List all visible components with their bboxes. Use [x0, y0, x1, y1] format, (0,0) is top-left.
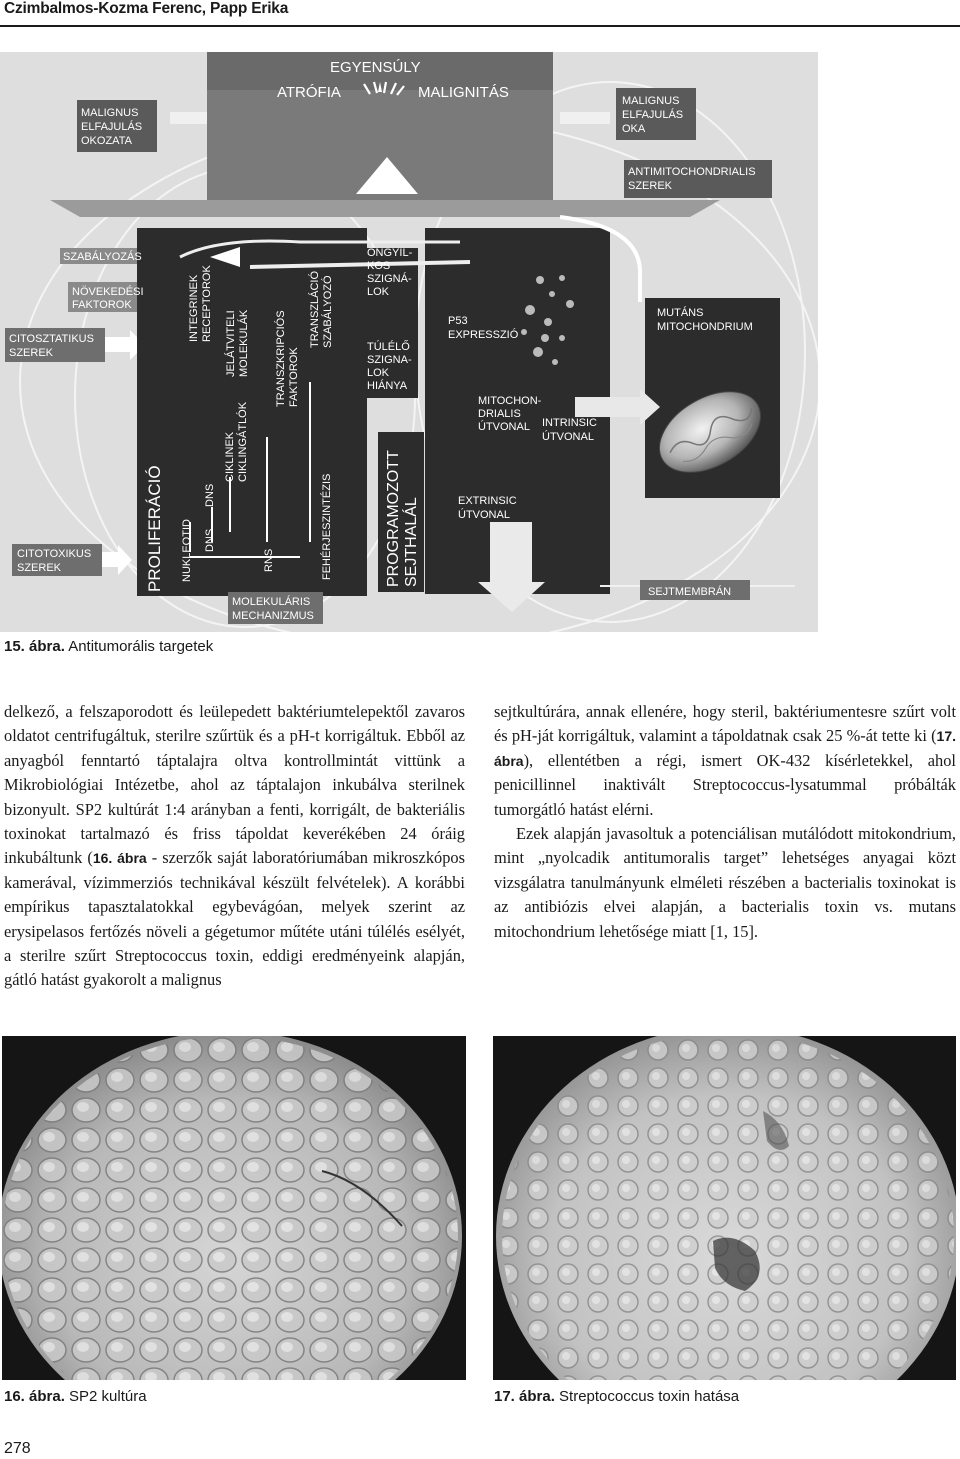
- figure-15-diagram: [0, 52, 818, 632]
- label-dns-1: DNS: [204, 528, 216, 552]
- label-szabalyozas: SZABÁLYOZÁS: [63, 251, 142, 263]
- label-malignus-oka-3: OKA: [622, 123, 646, 135]
- header-rule: [0, 25, 960, 27]
- figure-16-caption: [4, 1388, 147, 1405]
- label-transzlacio-1: TRANSZLÁCIÓ: [309, 270, 321, 348]
- label-rns: RNS: [263, 548, 275, 572]
- label-jelatviteli-2: MOLEKULÁK: [238, 309, 250, 377]
- label-antimito-2: SZEREK: [628, 180, 673, 192]
- label-malignus-okozata-1: MALIGNUS: [81, 107, 139, 119]
- label-p53-2: EXPRESSZIÓ: [448, 329, 519, 341]
- right-text-part-1b: ), ellentétben a régi, ismert OK-432 kísérletekkel, ahol penicillinnel inaktivált Streptococcus-lysatummal próbálták tumorgátló hatást elérni.: [494, 750, 956, 819]
- label-ongyilkos-1: ÖNGYIL-: [367, 247, 413, 259]
- page-number: 278: [4, 1440, 31, 1457]
- label-mitochondrialis-2: DRIALIS: [478, 408, 521, 420]
- label-transzkripcios-1: TRANSZKRIPCIÓS: [275, 310, 287, 407]
- label-integrinek-2: RECEPTOROK: [201, 265, 213, 342]
- label-molekularis-2: MECHANIZMUS: [232, 610, 314, 622]
- figure-16-micrograph: [2, 1036, 466, 1380]
- right-text-part-1a: sejtkultúrára, annak ellenére, hogy steril, baktériumentesre szűrt volt és pH-ját korrigáltuk, valamint a tápoldatnak csak 25 %-át tette ki (: [494, 702, 956, 746]
- label-mutans-1: MUTÁNS: [657, 307, 704, 319]
- label-proliferacio: PROLIFERÁCIÓ: [145, 465, 164, 592]
- left-text-part-2: - szerzők saját laboratóriumában mikroszkópos kamerával, vízimmerziós technikával készült felvételek). A korábbi empírikus tapasztalatokkal egybevágóan, melyek szerint az erysipelasos fertőzés növeli a gégetumor műtéte utáni túlélés esélyét, a sterilre szűrt Streptococcus toxin, eddigi eredményeink alapján, gátló hatást gyakorolt a malignus: [4, 848, 465, 990]
- label-malignus-okozata-2: ELFAJULÁS: [81, 121, 143, 133]
- label-p53-1: P53: [448, 315, 468, 327]
- label-ongyilkos-4: LOK: [367, 286, 390, 298]
- label-transzlacio-2: SZABÁLYOZÓ: [322, 275, 334, 348]
- label-novekedesi-1: NÖVEKEDÉSI: [72, 286, 144, 298]
- left-column-text: [4, 700, 465, 993]
- label-intrinsic-1: INTRINSIC: [542, 417, 597, 429]
- label-mutans-2: MITOCHONDRIUM: [657, 321, 753, 333]
- figure-16-caption-text: SP2 kultúra: [64, 1388, 147, 1405]
- label-programozott-2: SEJTHALÁL: [403, 497, 420, 587]
- figure-17-micrograph: [493, 1036, 956, 1380]
- running-header-authors: Czimbalmos-Kozma Ferenc, Papp Erika: [4, 0, 289, 17]
- label-citotoxikus-1: CITOTOXIKUS: [17, 548, 92, 560]
- figure-17-caption-text: Streptococcus toxin hatása: [554, 1388, 740, 1405]
- figure-15-caption-text: Antitumorális targetek: [64, 638, 214, 655]
- label-sejtmembran: SEJTMEMBRÁN: [648, 586, 732, 598]
- label-dns-2: DNS: [204, 483, 216, 507]
- label-citotoxikus-2: SZEREK: [17, 562, 62, 574]
- label-intrinsic-2: ÚTVONAL: [542, 431, 594, 443]
- label-nukleotid: NUKLEOTID: [181, 519, 193, 582]
- label-citosztatikus-2: SZEREK: [9, 347, 54, 359]
- right-text-paragraph-2: Ezek alapján javasoltuk a potenciálisan mutálódott mitokondrium, mint „nyolcadik antitumoralis target” lehetséges anyagai közt vizsgálatra tanulmányunk elméleti részében a bacterialis toxinokat is az antibiózis elvei alapján, a bacterialis toxin vs. mutans mitochondrium lehetősége miatt [1, 15].: [494, 824, 956, 941]
- label-malignus-oka-2: ELFAJULÁS: [622, 109, 684, 121]
- label-transzkripcios-2: FAKTOROK: [288, 347, 300, 407]
- label-feherjeszintezis: FEHÉRJESZINTÉZIS: [321, 473, 333, 580]
- figure-16-reference: 16. ábra: [92, 850, 147, 867]
- label-jelatviteli-1: JELÁTVITELI: [225, 310, 237, 377]
- label-citosztatikus-1: CITOSZTATIKUS: [9, 333, 94, 345]
- label-ongyilkos-2: KOS: [367, 260, 391, 272]
- label-atrofia: ATRÓFIA: [277, 84, 341, 101]
- label-tulelo-3: LOK: [367, 367, 390, 379]
- label-tulelo-2: SZIGNA-: [367, 354, 412, 366]
- label-extrinsic-2: ÚTVONAL: [458, 509, 510, 521]
- label-ongyilkos-3: SZIGNÁ-: [367, 273, 412, 285]
- figure-17-caption: [494, 1388, 739, 1405]
- figure-17-reference: 17. ábra: [494, 728, 956, 769]
- label-ciklinek-1: CIKLINEK: [224, 431, 236, 482]
- label-programozott-1: PROGRAMOZOTT: [385, 450, 402, 587]
- figure-15-caption: [4, 638, 213, 655]
- label-integrinek-1: INTEGRINEK: [188, 274, 200, 342]
- label-novekedesi-2: FAKTOROK: [72, 299, 132, 311]
- label-tulelo-1: TÚLÉLŐ: [367, 341, 410, 353]
- label-tulelo-4: HIÁNYA: [367, 380, 408, 392]
- label-mitochondrialis-3: ÚTVONAL: [478, 421, 530, 433]
- label-malignus-oka-1: MALIGNUS: [622, 95, 680, 107]
- label-malignitas: MALIGNITÁS: [418, 84, 509, 101]
- label-ciklinek-2: CIKLINGÁTLÓK: [237, 401, 249, 482]
- label-mitochondrialis-1: MITOCHON-: [478, 395, 542, 407]
- right-column-text: [494, 700, 956, 944]
- label-antimito-1: ANTIMITOCHONDRIALIS: [628, 166, 756, 178]
- label-malignus-okozata-3: OKOZATA: [81, 135, 132, 147]
- left-text-part-1: delkező, a felszaporodott és leülepedett baktériumtelepektől zavaros oldatot centrifugáltuk, sterilre szűrtük és a pH-t korrigáltuk. Ebből az anyagból fenntartó táptalajra oltva kontrollmintát vittünk a Mikrobiológiai Intézetbe, ahol az táptalajon inkubálva sterilnek bizonyult. SP2 kultúrát 1:4 arányban a fenti, korrigált, de bakteriális toxinokat tartalmazó és friss tápoldat keverékében 24 óráig inkubáltunk (: [4, 702, 465, 868]
- label-molekularis-1: MOLEKULÁRIS: [232, 596, 311, 608]
- figure-16-number: 16. ábra.: [4, 1388, 65, 1405]
- label-egyensuly: EGYENSÚLY: [330, 59, 421, 76]
- label-extrinsic-1: EXTRINSIC: [458, 495, 517, 507]
- figure-17-number: 17. ábra.: [494, 1388, 555, 1405]
- figure-15-number: 15. ábra.: [4, 638, 65, 655]
